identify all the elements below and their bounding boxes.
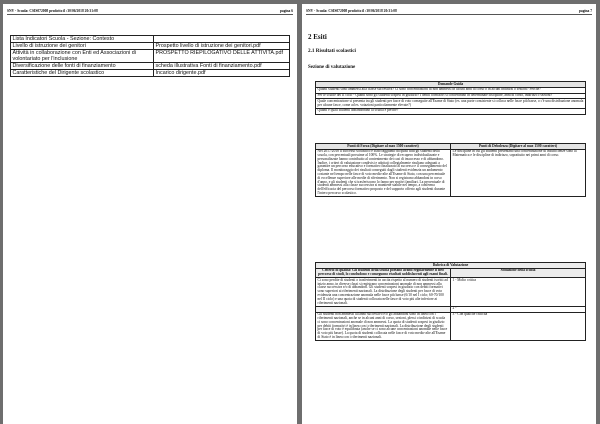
evaluation-rubric-table	[315, 262, 586, 341]
subsubsection-title: Sezione di valutazione	[308, 65, 356, 70]
table-cell: Diversificazione delle fonti di finanziamento	[11, 63, 154, 70]
section-title: 2 Esiti	[308, 33, 327, 41]
header-text: SNV - Scuola: CSIS072008 prodotto il :30/06/2018 20:31:08	[7, 9, 98, 13]
table-cell: Caratteristiche del Dirigente scolastico	[11, 70, 154, 77]
rubric-title: Rubrica di Valutazione	[316, 263, 586, 269]
page-number: pagina 7	[578, 9, 592, 13]
page-header	[7, 9, 293, 15]
rubric-level: 3 - Con qualche criticità	[451, 312, 586, 341]
table-row	[316, 278, 586, 307]
question-item: Quanti e quali studenti abbandonano la scuola e perché?	[316, 108, 586, 114]
table-cell: Attività in collaborazione con Enti ed Associazioni di volontariato per l'inclusione	[11, 50, 154, 63]
rubric-description: Ci sono perdite di studenti o trasferimenti in uscita rispetto al numero di studenti iscritti ad inizio anno, in diverse classi si registrano concentrazioni anomale di non ammessi alla classe successiva e/o di abbandoni. Gli studenti sospesi in giudizio con debiti formativi sono superiori ai riferimenti nazionali. La distribuzione degli studenti per fasce di voto evidenzia una concentrazione anomala nelle fasce più basse (6/10 nel I ciclo; 60-70/100 nel II ciclo) e una quota di studenti collocata nelle fasce di voto più alte inferiore ai riferimenti nazionali.	[316, 278, 451, 307]
table-row	[316, 312, 586, 341]
weaknesses-heading: Punti di Debolezza (Digitare al max 1500 caratteri)	[451, 144, 586, 150]
rubric-description: Gli studenti non ammessi all'anno successivo e/o gli abbandoni sono in linea con i riferimenti nazionali, anche se in alcuni anni di corso, sezioni, plessi o indirizzi di scuola ci sono concentrazioni anomale di non ammessi. La quota di studenti sospesi in giudizio per debiti formativi è in linea con i riferimenti nazionali. La distribuzione degli studenti per fasce di voto è equilibrata (anche se ci sono alcune concentrazioni anomale nelle fasce di voto più basse). La quota di studenti collocata nelle fasce di voto medio-alte all'Esame di Stato è in linea con i riferimenti nazionali.	[316, 312, 451, 341]
table-row	[11, 50, 290, 63]
table-cell	[154, 36, 290, 43]
table-row	[11, 43, 290, 50]
table-row	[316, 268, 586, 278]
indicators-table	[10, 35, 290, 77]
document-page-left	[3, 4, 297, 424]
attachment-link[interactable]: Incarico dirigente.pdf	[154, 70, 290, 77]
school-situation-heading: Situazione della scuola	[451, 268, 586, 278]
table-heading: Domande Guida	[316, 82, 586, 88]
strengths-weaknesses-table	[315, 143, 586, 197]
strengths-text: Nel 2017/2018 il successo scolastico è stato raggiunto da quasi tutti gli studenti della scuola, con percentuali prossime al 100%. Le strategie di recupero individualizzate e personalizzate hanno contribuito al contenimento dei casi di insuccesso e di abbandono. Inoltre, i criteri di valutazione condivisi e adottati collegialmente risultano adeguati a garantire un percorso educativo e formativo finalizzato al successo e il conseguimento del diploma. Il monitoraggio dei risultati conseguiti dagli studenti evidenzia un andamento costante nel tempo nelle fasce di voto medio-alte all'Esame di Stato, con una percentuale di eccellenze superiore alle medie di riferimento. Non si registrano abbandoni in corso d'anno, e gli studenti che si trasferiscono lo fanno per motivi familiari. La percentuale di studenti ammessi alla classe successiva si mantiene stabile nel tempo, a conferma dell'efficacia del percorso formativo proposto e del supporto offerto agli studenti durante l'intero percorso scolastico.	[316, 149, 451, 197]
table-row	[316, 99, 586, 109]
question-item: Per le scuole del II ciclo - Quanti sono gli studenti sospesi in giudizio? I debiti formativi si concentrano in determinate discipline, anni di corso, indirizzi o sezioni?	[316, 93, 586, 99]
document-page-right	[302, 4, 596, 424]
attachment-link[interactable]: scheda illustrativa Fonti di finanziamento.pdf	[154, 63, 290, 70]
question-item: Quale concentrazione si presenta tra gli studenti per fasce di voto conseguite all'Esame di Stato (es. una parte consistente si colloca nelle fasce più basse, o c'è una distribuzione anomala per alcune fasce, come ad es. votazioni particolarmente elevate?)	[316, 99, 586, 109]
table-cell: Lista Indicatori Scuola - Sezione: Contesto	[11, 36, 154, 43]
table-row	[316, 108, 586, 114]
table-row	[11, 63, 290, 70]
attachment-link[interactable]: PROSPETTO RIEPILOGATIVO DELLE ATTIVITA.pdf	[154, 50, 290, 63]
table-cell: Livello di istruzione dei genitori	[11, 43, 154, 50]
quality-criterion-heading: Criterio di qualità: Gli studenti della scuola portano avanti regolarmente il loro percorso di studi, lo concludono e conseguono risultati soddisfacenti agli esami finali.	[316, 268, 451, 278]
question-item: Quanti studenti sono ammessi alla classe successiva? Ci sono concentrazioni di non ammessi in alcuni anni di corso o in alcuni indirizzi o sezioni? Perché?	[316, 87, 586, 93]
rubric-level: 1 - Molto critica	[451, 278, 586, 307]
weaknesses-text: Le discipline in cui gli studenti presentano una concentrazione di insufficienze sono la Matematica e le discipline di indirizzo, soprattutto nei primi anni di corso.	[451, 149, 586, 197]
table-row	[11, 36, 290, 43]
guiding-questions-table	[315, 81, 586, 115]
subsection-title: 2.1 Risultati scolastici	[308, 48, 356, 54]
table-row	[316, 149, 586, 197]
strengths-heading: Punti di Forza (Digitare al max 1500 caratteri)	[316, 144, 451, 150]
table-row	[11, 70, 290, 77]
header-text: SNV - Scuola: CSIS072008 prodotto il :30/06/2018 20:31:08	[306, 9, 397, 13]
attachment-link[interactable]: Prospetto livello di istruzione dei genitori.pdf	[154, 43, 290, 50]
page-number: pagina 6	[279, 9, 293, 13]
rubric-level: 2 -	[451, 306, 586, 312]
page-header	[306, 9, 592, 15]
